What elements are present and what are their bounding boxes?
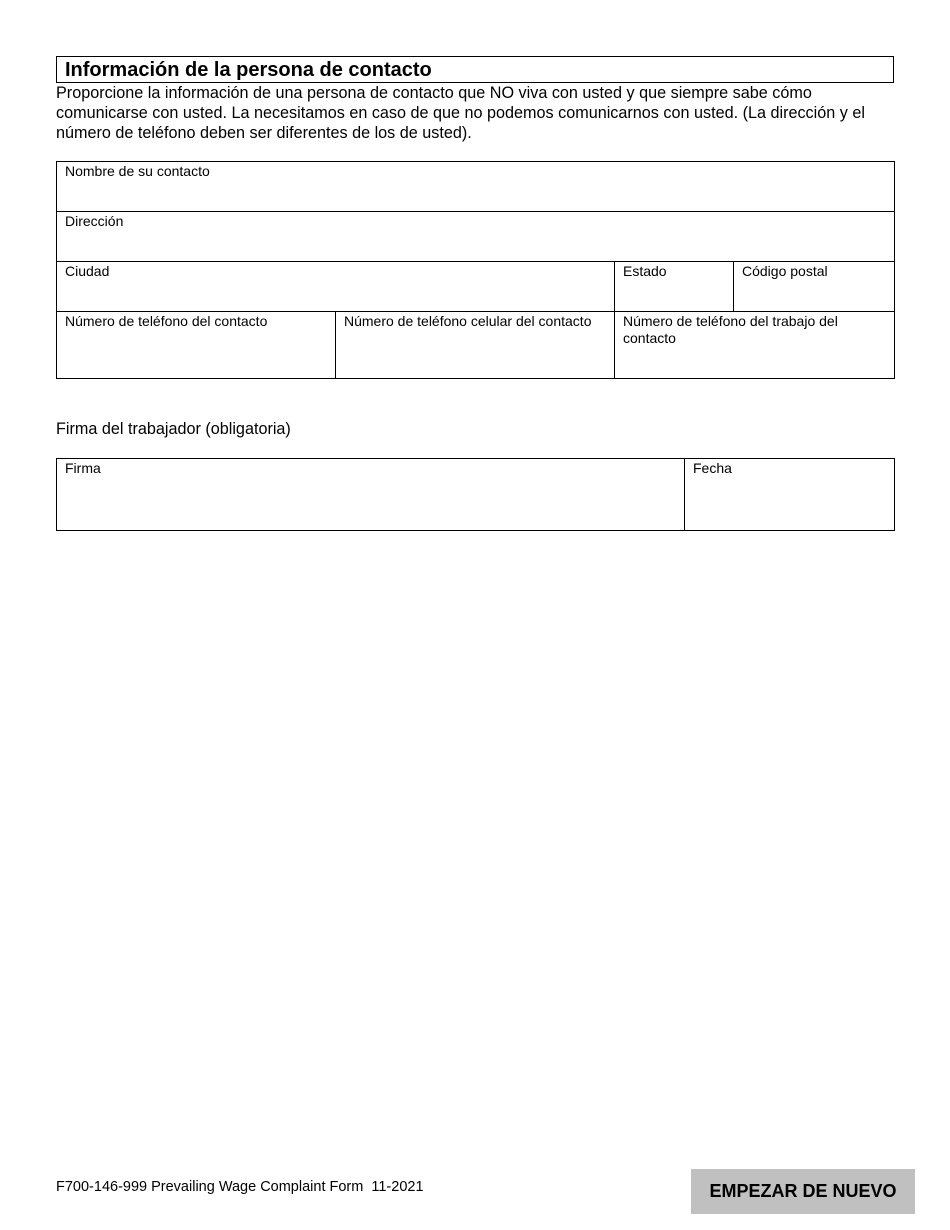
- state-cell: [615, 262, 734, 312]
- intro-text: Proporcione la información de una persona de contacto que NO viva con usted y que siempre sabe cómo comunicarse con usted. La necesitamos en caso de que no podemos comunicarnos con usted. (La dirección y el número de teléfono deben ser diferentes de los de usted).: [56, 84, 865, 142]
- address-field[interactable]: [65, 230, 886, 252]
- address-cell: [57, 212, 895, 262]
- cell-phone-label: Número de teléfono celular del contacto: [344, 313, 592, 329]
- phone-field[interactable]: [65, 330, 327, 352]
- signature-label: Firma: [65, 460, 101, 476]
- form-id-footer: F700-146-999 Prevailing Wage Complaint Form 11-2021: [56, 1179, 424, 1195]
- zip-cell: [734, 262, 895, 312]
- city-field[interactable]: [65, 280, 606, 302]
- cell-phone-field[interactable]: [344, 330, 606, 352]
- contact-name-label: Nombre de su contacto: [65, 163, 210, 179]
- work-phone-cell: [615, 312, 895, 379]
- zip-label: Código postal: [742, 263, 828, 279]
- zip-field[interactable]: [742, 280, 886, 302]
- phone-cell: [57, 312, 336, 379]
- section-title: Información de la persona de contacto: [56, 56, 894, 83]
- signature-heading: Firma del trabajador (obligatoria): [56, 420, 291, 438]
- cell-phone-cell: [336, 312, 615, 379]
- city-cell: [57, 262, 615, 312]
- address-label: Dirección: [65, 213, 124, 229]
- date-field[interactable]: [693, 477, 886, 499]
- work-phone-label: Número de teléfono del trabajo del contacto: [623, 313, 838, 346]
- phone-label: Número de teléfono del contacto: [65, 313, 268, 329]
- contact-name-field[interactable]: [65, 180, 886, 202]
- date-label: Fecha: [693, 460, 732, 476]
- reset-form-button[interactable]: EMPEZAR DE NUEVO: [691, 1169, 915, 1214]
- state-field[interactable]: [623, 280, 725, 302]
- contact-name-cell: [57, 162, 895, 212]
- date-cell: [685, 459, 895, 531]
- contact-info-table: [56, 161, 895, 379]
- signature-table: [56, 458, 895, 531]
- signature-cell: [57, 459, 685, 531]
- state-label: Estado: [623, 263, 667, 279]
- work-phone-field[interactable]: [623, 347, 886, 369]
- signature-field[interactable]: [65, 477, 676, 499]
- city-label: Ciudad: [65, 263, 110, 279]
